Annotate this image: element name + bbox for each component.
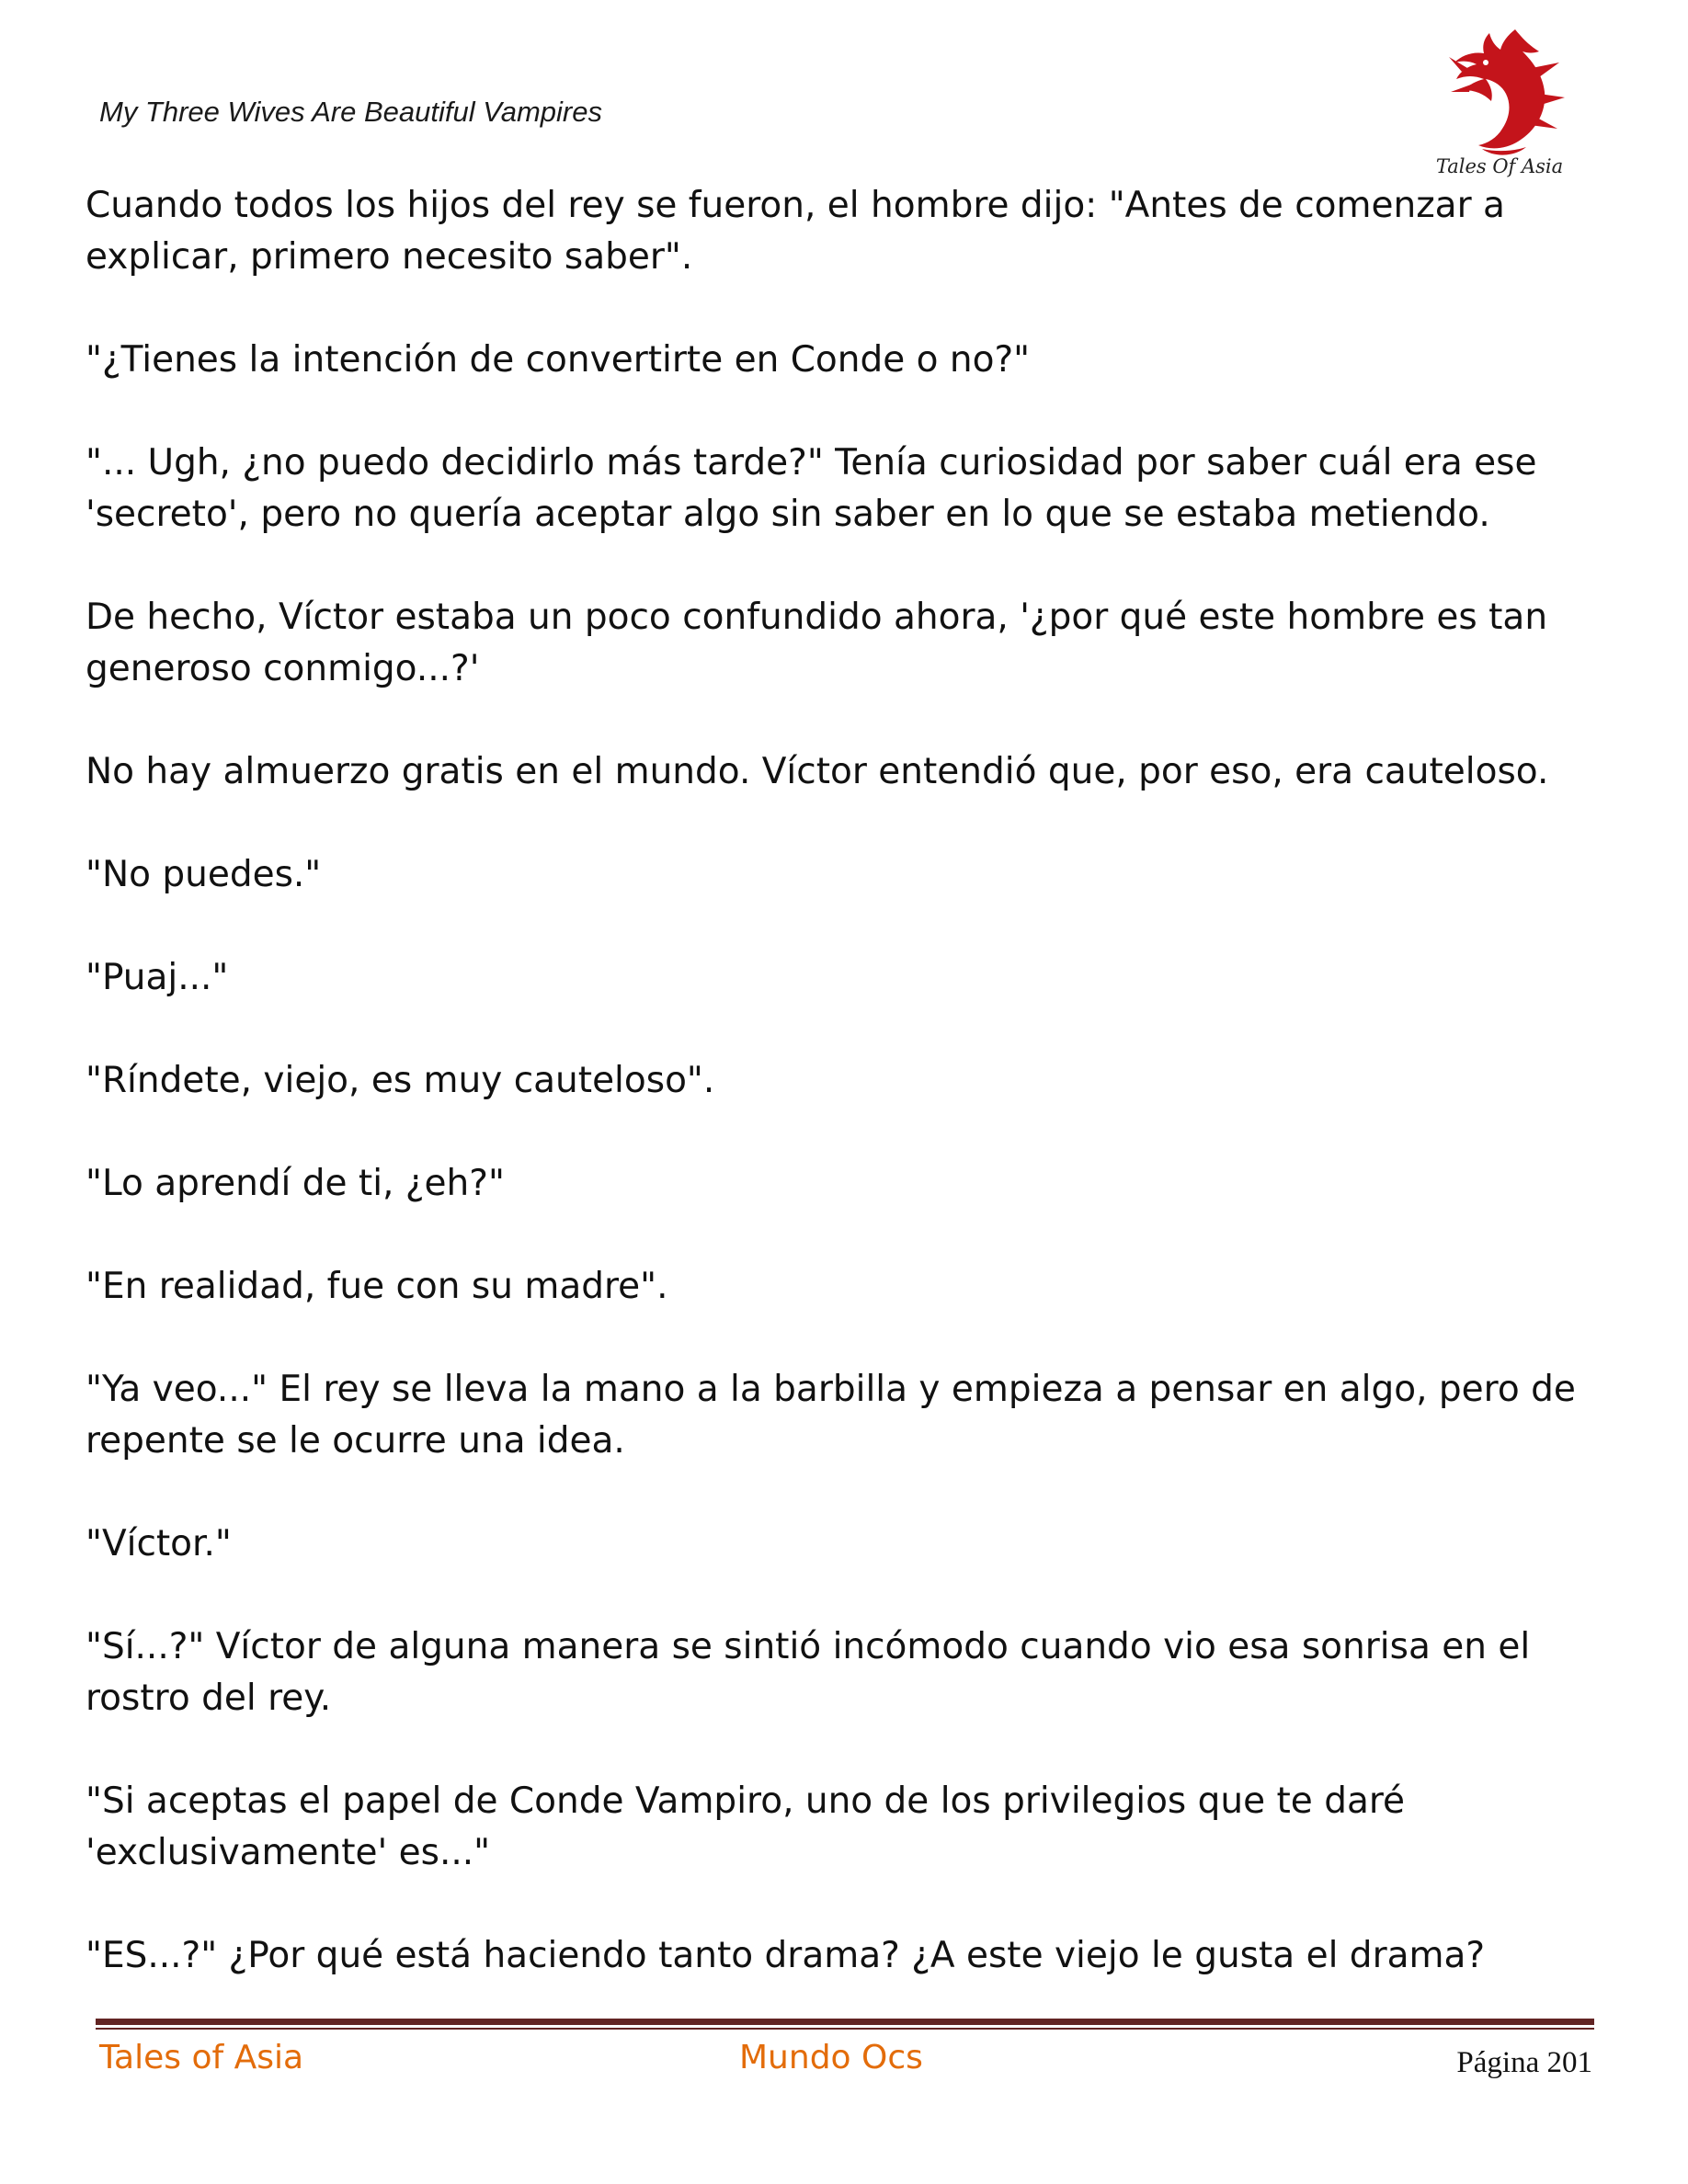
footer-site-name: Tales of Asia	[99, 2039, 304, 2076]
paragraph: "... Ugh, ¿no puedo decidirlo más tarde?" Tenía curiosidad por saber cuál era ese 'secreto', pero no quería aceptar algo sin saber en lo que se estaba metiendo.	[86, 442, 1537, 535]
paragraph: "Puaj..."	[86, 957, 229, 998]
paragraph: "¿Tienes la intención de convertirte en Conde o no?"	[86, 339, 1031, 381]
footer-divider	[96, 2019, 1594, 2030]
paragraph: "Ya veo..." El rey se lleva la mano a la barbilla y empieza a pensar en algo, pero de repente se le ocurre una idea.	[86, 1369, 1576, 1462]
page-number: Página 201	[1456, 2046, 1592, 2079]
paragraph: De hecho, Víctor estaba un poco confundido ahora, '¿por qué este hombre es tan generoso conmigo...?'	[86, 597, 1548, 689]
paragraph: "En realidad, fue con su madre".	[86, 1266, 668, 1307]
paragraph: Cuando todos los hijos del rey se fueron, el hombre dijo: "Antes de comenzar a explicar, primero necesito saber".	[86, 185, 1505, 278]
paragraph: "Lo aprendí de ti, ¿eh?"	[86, 1163, 505, 1204]
paragraph: "Sí...?" Víctor de alguna manera se sintió incómodo cuando vio esa sonrisa en el rostro del rey.	[86, 1626, 1531, 1719]
logo-caption: Tales Of Asia	[1435, 155, 1564, 177]
red-dragon-icon	[1431, 20, 1568, 158]
tales-of-asia-logo	[1431, 20, 1568, 181]
paragraph: "Ríndete, viejo, es muy cauteloso".	[86, 1060, 715, 1101]
paragraph: "No puedes."	[86, 854, 322, 895]
chapter-body	[86, 180, 1612, 2033]
paragraph: "ES...?" ¿Por qué está haciendo tanto drama? ¿A este viejo le gusta el drama?	[86, 1935, 1486, 1976]
paragraph: No hay almuerzo gratis en el mundo. Víctor entendió que, por eso, era cauteloso.	[86, 751, 1549, 792]
document-header-title: My Three Wives Are Beautiful Vampires	[99, 96, 602, 128]
footer-section-name: Mundo Ocs	[739, 2039, 923, 2076]
paragraph: "Víctor."	[86, 1523, 232, 1564]
paragraph: "Si aceptas el papel de Conde Vampiro, uno de los privilegios que te daré 'exclusivamente' es..."	[86, 1780, 1406, 1873]
